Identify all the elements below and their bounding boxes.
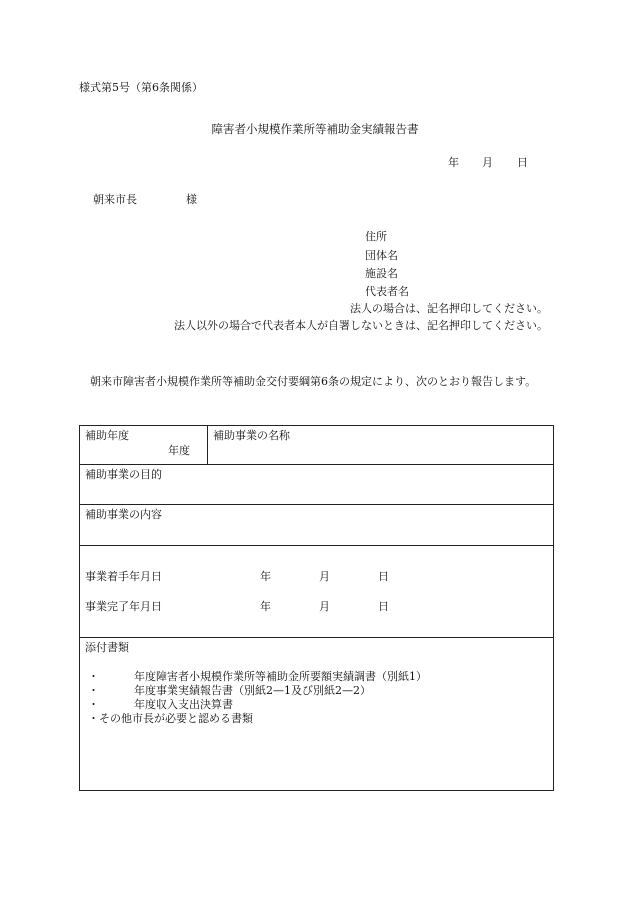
- fiscal-year-cell[interactable]: [80, 426, 208, 465]
- row-fiscal-year: [80, 426, 554, 465]
- end-month-label: 月: [319, 600, 330, 613]
- form-number: 様式第5号（第6条関係）: [79, 81, 203, 94]
- date-day-label: 日: [517, 156, 528, 169]
- attachment-item: [88, 698, 427, 712]
- dates-cell[interactable]: [80, 546, 554, 638]
- applicant-facility-label: 施設名: [365, 267, 398, 280]
- project-name-label: 補助事業の名称: [213, 429, 290, 442]
- attachment-item: [88, 712, 427, 726]
- end-date-label: 事業完了年月日: [85, 600, 162, 613]
- start-month-label: 月: [319, 570, 330, 583]
- start-day-label: 日: [378, 570, 389, 583]
- attachment-text: 年度事業実績報告書（別紙2—1及び別紙2—2）: [134, 684, 371, 697]
- start-date-label: 事業着手年月日: [85, 570, 162, 583]
- attachment-bullet: ・: [88, 684, 99, 697]
- attachments-list: [88, 670, 427, 726]
- attachment-text: 年度障害者小規模作業所等補助金所要額実績調書（別紙1）: [134, 670, 427, 683]
- attachments-label: 添付書類: [85, 641, 129, 654]
- attachment-item: [88, 684, 427, 698]
- content-label: 補助事業の内容: [85, 508, 162, 521]
- end-day-label: 日: [378, 600, 389, 613]
- row-attachments: [80, 638, 554, 791]
- applicant-address-label: 住所: [365, 230, 387, 243]
- content-cell[interactable]: [80, 505, 554, 546]
- report-body-text: 朝来市障害者小規模作業所等補助金交付要綱第6条の規定により、次のとおり報告します。: [90, 375, 537, 388]
- purpose-label: 補助事業の目的: [85, 468, 162, 481]
- row-dates: [80, 546, 554, 638]
- attachment-bullet: ・: [88, 670, 99, 683]
- addressee-name: 朝来市長: [93, 193, 137, 206]
- note-corporation: 法人の場合は、記名押印してください。: [350, 302, 548, 315]
- purpose-cell[interactable]: [80, 465, 554, 505]
- attachment-text: 年度収入支出決算書: [134, 698, 233, 711]
- report-table: [79, 425, 554, 791]
- row-purpose: [80, 465, 554, 505]
- attachments-cell[interactable]: [80, 638, 554, 791]
- attachment-item: [88, 670, 427, 684]
- row-content: [80, 505, 554, 546]
- attachment-text: ・その他市長が必要と認める書類: [88, 712, 253, 725]
- document-title: 障害者小規模作業所等補助金実績報告書: [211, 122, 419, 136]
- end-year-label: 年: [260, 600, 271, 613]
- date-month-label: 月: [482, 156, 493, 169]
- fiscal-year-unit: 年度: [168, 444, 190, 457]
- note-non-corporation: 法人以外の場合で代表者本人が自署しないときは、記名押印してください。: [174, 319, 548, 332]
- start-year-label: 年: [260, 570, 271, 583]
- applicant-representative-label: 代表者名: [365, 285, 409, 298]
- applicant-organization-label: 団体名: [365, 249, 398, 262]
- project-name-cell[interactable]: [208, 426, 554, 465]
- date-year-label: 年: [448, 156, 459, 169]
- addressee-honorific: 様: [186, 193, 197, 206]
- attachment-bullet: ・: [88, 698, 99, 711]
- fiscal-year-label: 補助年度: [85, 429, 129, 442]
